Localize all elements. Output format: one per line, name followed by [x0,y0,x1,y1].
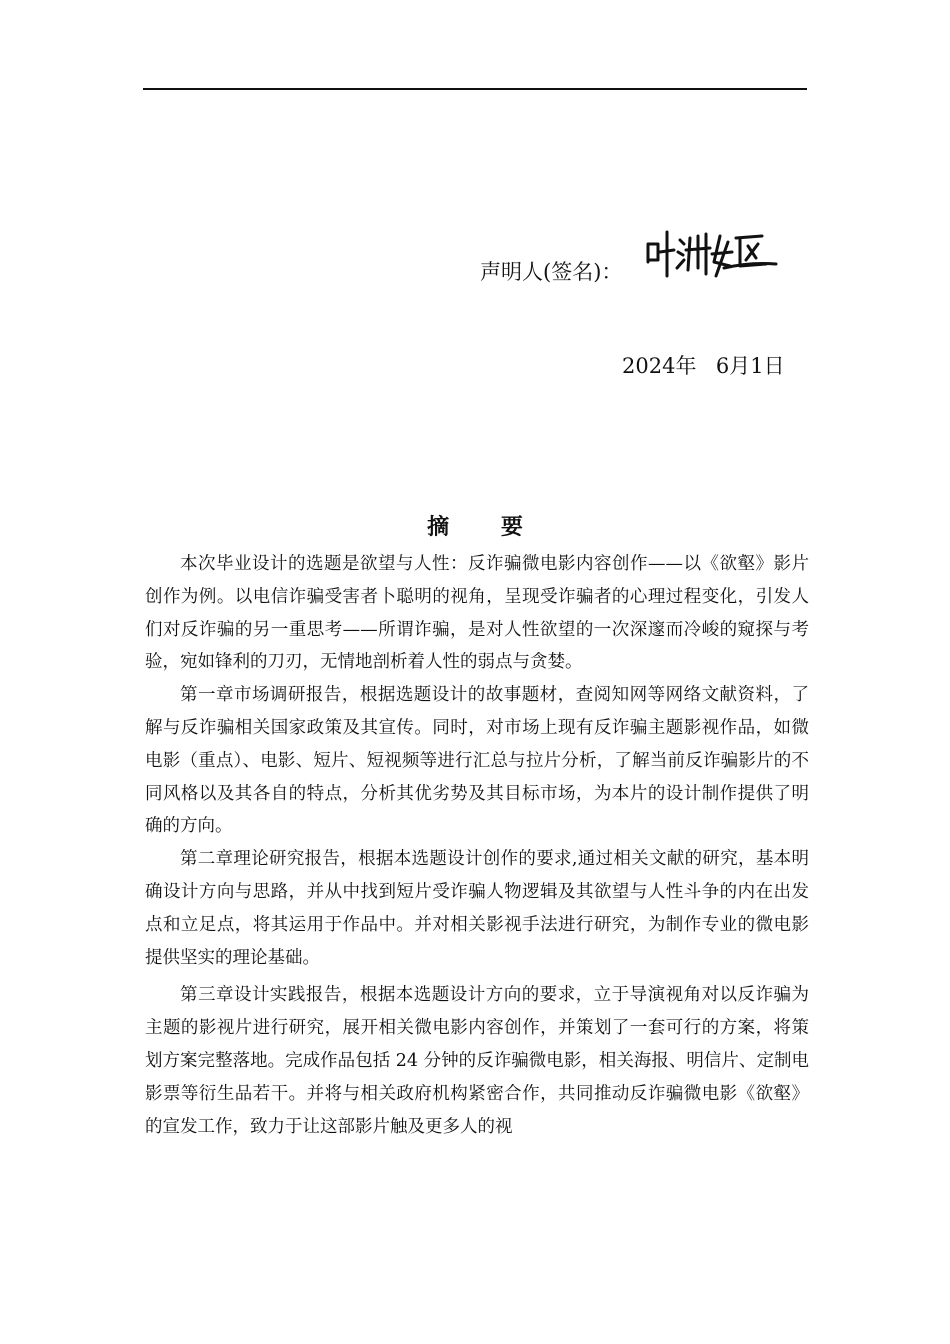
declaration-date [622,348,785,384]
abstract-paragraph: 第二章理论研究报告，根据本选题设计创作的要求,通过相关文献的研究，基本明确设计方向与思路，并从中找到短片受诈骗人物逻辑及其欲望与人性斗争的内在出发点和立足点，将其运用于作品中。并对相关影视手法进行研究，为制作专业的微电影提供坚实的理论基础。 [145,849,809,968]
handwritten-signature [640,222,780,292]
abstract-paragraph: 本次毕业设计的选题是欲望与人性：反诈骗微电影内容创作——以《欲壑》影片创作为例。以电信诈骗受害者卜聪明的视角，呈现受诈骗者的心理过程变化，引发人们对反诈骗的另一重思考——所谓诈骗，是对人性欲望的一次深邃而冷峻的窥探与考验，宛如锋利的刀刃，无情地剖析着人性的弱点与贪婪。 [145,554,809,673]
date-day-unit: 日 [763,354,785,378]
date-year: 2024 [622,354,676,378]
abstract-title: 摘 要 [427,515,545,540]
date-day: 1 [750,354,764,378]
date-month: 6 [715,354,730,378]
abstract-paragraph: 第一章市场调研报告，根据选题设计的故事题材，查阅知网等网络文献资料，了解与反诈骗相关国家政策及其宣传。同时，对市场上现有反诈骗主题影视作品，如微电影（重点）、电影、短片、短视频等进行汇总与拉片分析，了解当前反诈骗影片的不同风格以及其各自的特点，分析其优劣势及其目标市场，为本片的设计制作提供了明确的方向。 [145,685,809,837]
abstract-paragraph: 第三章设计实践报告，根据本选题设计方向的要求，立于导演视角对以反诈骗为主题的影视片进行研究，展开相关微电影内容创作，并策划了一套可行的方案，将策划方案完整落地。完成作品包括 24 分钟的反诈骗微电影，相关海报、明信片、定制电影票等衍生品若干。并将与相关政府机构紧密合作，共同推动反诈骗微电影《欲壑》的宣发工作，致力于让这部影片触及更多人的视 [145,985,809,1137]
abstract-body [145,548,809,1143]
header-rule [143,88,807,90]
date-year-unit: 年 [675,354,697,378]
signer-label: 声明人(签名)： [480,260,623,284]
date-month-unit: 月 [729,354,751,378]
